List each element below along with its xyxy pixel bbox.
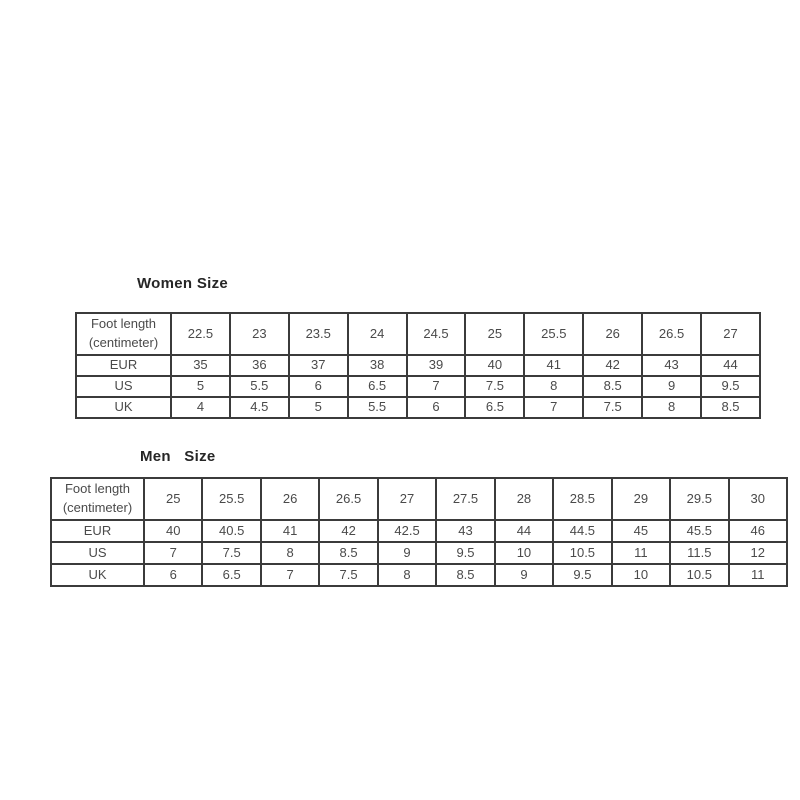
- size-value-cell: 7.5: [202, 542, 260, 564]
- foot-length-value-cell: 24: [348, 313, 407, 355]
- row-label-cell: US: [51, 542, 144, 564]
- size-value-cell: 5.5: [348, 397, 407, 418]
- size-value-cell: 45.5: [670, 520, 728, 542]
- foot-length-header-line: Foot length: [90, 316, 157, 332]
- size-value-cell: 5: [289, 397, 348, 418]
- size-value-cell: 7: [407, 376, 466, 397]
- size-value-cell: 10: [495, 542, 553, 564]
- size-value-cell: 41: [524, 355, 583, 376]
- foot-length-header-line: (centimeter): [88, 335, 159, 350]
- size-value-cell: 41: [261, 520, 319, 542]
- size-value-cell: 9.5: [553, 564, 611, 586]
- size-value-cell: 7: [261, 564, 319, 586]
- size-value-cell: 9.5: [701, 376, 760, 397]
- table-row: [51, 542, 787, 564]
- size-value-cell: 43: [436, 520, 494, 542]
- foot-length-value-cell: 23.5: [289, 313, 348, 355]
- size-value-cell: 40.5: [202, 520, 260, 542]
- table-row: [51, 564, 787, 586]
- row-label-cell: UK: [76, 397, 171, 418]
- size-value-cell: 36: [230, 355, 289, 376]
- size-value-cell: 45: [612, 520, 670, 542]
- foot-length-header-line: Foot length: [64, 481, 131, 497]
- size-value-cell: 8.5: [319, 542, 377, 564]
- size-value-cell: 40: [144, 520, 202, 542]
- foot-length-value-cell: 22.5: [171, 313, 230, 355]
- size-value-cell: 7: [524, 397, 583, 418]
- foot-length-value-cell: 28: [495, 478, 553, 520]
- size-value-cell: 10.5: [553, 542, 611, 564]
- size-value-cell: 8.5: [701, 397, 760, 418]
- foot-length-value-cell: 25.5: [524, 313, 583, 355]
- size-value-cell: 46: [729, 520, 787, 542]
- size-value-cell: 9: [495, 564, 553, 586]
- foot-length-header-cell: [51, 478, 144, 520]
- men-size-title: Men Size: [140, 448, 216, 465]
- size-value-cell: 8: [378, 564, 436, 586]
- size-value-cell: 9.5: [436, 542, 494, 564]
- foot-length-value-cell: 24.5: [407, 313, 466, 355]
- size-value-cell: 43: [642, 355, 701, 376]
- foot-length-value-cell: 28.5: [553, 478, 611, 520]
- size-value-cell: 4: [171, 397, 230, 418]
- row-label-cell: US: [76, 376, 171, 397]
- foot-length-value-cell: 27: [378, 478, 436, 520]
- size-value-cell: 6.5: [465, 397, 524, 418]
- row-label-cell: EUR: [51, 520, 144, 542]
- size-value-cell: 7.5: [465, 376, 524, 397]
- size-value-cell: 7: [144, 542, 202, 564]
- foot-length-value-cell: 26: [261, 478, 319, 520]
- size-value-cell: 4.5: [230, 397, 289, 418]
- size-value-cell: 9: [642, 376, 701, 397]
- men-size-table: [50, 477, 788, 587]
- foot-length-header-line: (centimeter): [62, 500, 133, 515]
- size-value-cell: 6.5: [348, 376, 407, 397]
- size-value-cell: 12: [729, 542, 787, 564]
- women-size-table: [75, 312, 761, 419]
- size-value-cell: 44: [701, 355, 760, 376]
- size-value-cell: 5.5: [230, 376, 289, 397]
- size-value-cell: 8: [524, 376, 583, 397]
- size-value-cell: 11.5: [670, 542, 728, 564]
- size-value-cell: 10: [612, 564, 670, 586]
- foot-length-value-cell: 29: [612, 478, 670, 520]
- size-value-cell: 44.5: [553, 520, 611, 542]
- size-value-cell: 37: [289, 355, 348, 376]
- table-row: [76, 355, 760, 376]
- foot-length-value-cell: 29.5: [670, 478, 728, 520]
- size-value-cell: 39: [407, 355, 466, 376]
- size-value-cell: 10.5: [670, 564, 728, 586]
- foot-length-value-cell: 25.5: [202, 478, 260, 520]
- size-value-cell: 11: [612, 542, 670, 564]
- size-value-cell: 9: [378, 542, 436, 564]
- row-label-cell: EUR: [76, 355, 171, 376]
- size-value-cell: 11: [729, 564, 787, 586]
- size-value-cell: 42.5: [378, 520, 436, 542]
- table-row: [76, 376, 760, 397]
- size-value-cell: 8: [642, 397, 701, 418]
- size-value-cell: 6: [144, 564, 202, 586]
- size-value-cell: 40: [465, 355, 524, 376]
- foot-length-value-cell: 30: [729, 478, 787, 520]
- foot-length-value-cell: 26.5: [642, 313, 701, 355]
- size-value-cell: 8: [261, 542, 319, 564]
- size-value-cell: 44: [495, 520, 553, 542]
- size-value-cell: 42: [319, 520, 377, 542]
- women-size-title: Women Size: [137, 275, 229, 292]
- size-value-cell: 6: [289, 376, 348, 397]
- size-value-cell: 6.5: [202, 564, 260, 586]
- table-header-row: [51, 478, 787, 520]
- table-row: [76, 397, 760, 418]
- foot-length-value-cell: 26.5: [319, 478, 377, 520]
- size-value-cell: 38: [348, 355, 407, 376]
- foot-length-value-cell: 26: [583, 313, 642, 355]
- foot-length-value-cell: 25: [144, 478, 202, 520]
- size-value-cell: 42: [583, 355, 642, 376]
- table-row: [51, 520, 787, 542]
- foot-length-value-cell: 27.5: [436, 478, 494, 520]
- foot-length-value-cell: 27: [701, 313, 760, 355]
- foot-length-header-cell: [76, 313, 171, 355]
- size-value-cell: 35: [171, 355, 230, 376]
- row-label-cell: UK: [51, 564, 144, 586]
- size-value-cell: 5: [171, 376, 230, 397]
- size-value-cell: 7.5: [583, 397, 642, 418]
- size-value-cell: 7.5: [319, 564, 377, 586]
- size-value-cell: 6: [407, 397, 466, 418]
- foot-length-value-cell: 23: [230, 313, 289, 355]
- table-header-row: [76, 313, 760, 355]
- size-value-cell: 8.5: [436, 564, 494, 586]
- size-value-cell: 8.5: [583, 376, 642, 397]
- foot-length-value-cell: 25: [465, 313, 524, 355]
